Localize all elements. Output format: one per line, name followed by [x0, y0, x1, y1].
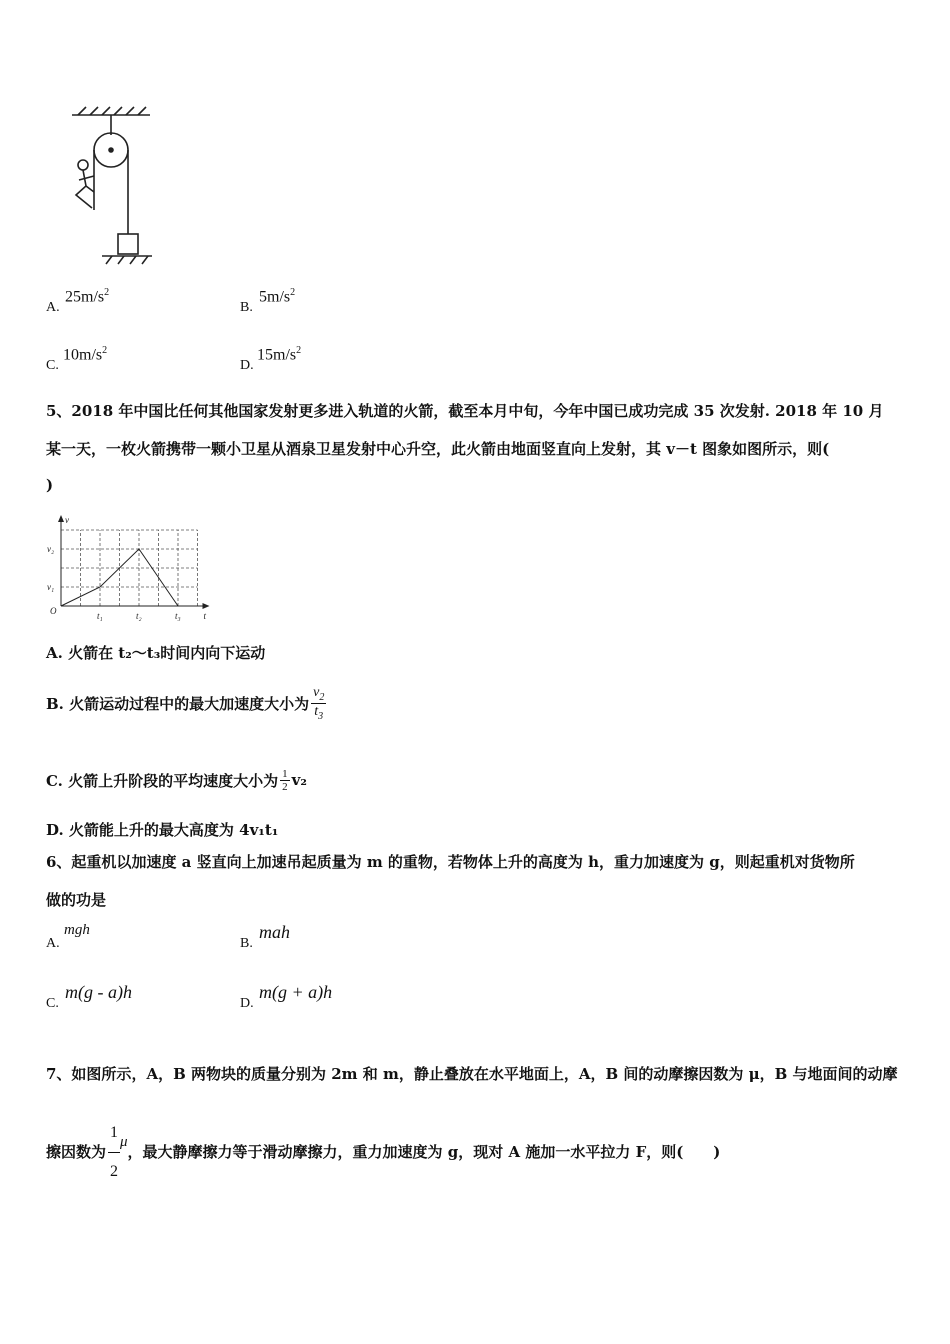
q5-line-3: ) [46, 476, 54, 494]
y-tick-label: v₂ [47, 544, 55, 554]
q5-option-b[interactable]: B. 火箭运动过程中的最大加速度大小为 $\frac{v_2}{t_3}$ [46, 684, 325, 722]
q4-d-value: 15m/s [257, 346, 297, 364]
x-tick-label: t₁ [97, 611, 103, 621]
origin-label: O [50, 606, 57, 616]
vt-chart [44, 505, 219, 627]
q5-line-1: 5、2018 年中国比任何其他国家发射更多进入轨道的火箭，截至本月中旬，今年中国已成功完成 35 次发射. 2018 年 10 月 [46, 402, 884, 420]
y-axis-label: v [65, 515, 69, 525]
q5-option-c[interactable]: C. 火箭上升阶段的平均速度大小为 $\frac{1}{2}$ v₂ [46, 767, 307, 793]
q5-option-d[interactable]: D. 火箭能上升的最大高度为 4v₁t₁ [46, 821, 279, 839]
vt-series-line [61, 549, 178, 606]
x-tick-label: t₃ [175, 611, 181, 621]
q5-b-fraction: $\frac{v_2}{t_3}$ [313, 684, 325, 722]
q5-c-fraction: $\frac{1}{2}$ [282, 767, 288, 793]
y-axis-arrow [58, 515, 64, 522]
q4-c-value: 10m/s [63, 346, 103, 364]
x-axis-arrow [203, 603, 210, 609]
q5-option-a[interactable]: A. 火箭在 t₂～t₃时间内向下运动 [46, 644, 266, 662]
q7-fraction: $\frac{1}{2}$ [108, 1114, 120, 1191]
x-tick-label: t₂ [136, 611, 142, 621]
q7-line-1: 7、如图所示，A，B 两物块的质量分别为 2m 和 m，静止叠放在水平地面上，A，B 间的动摩擦因数为 μ，B 与地面间的动摩 [46, 1065, 898, 1083]
q5-line-2: 某一天，一枚火箭携带一颗小卫星从酒泉卫星发射中心升空，此火箭由地面竖直向上发射，其 v－t 图象如图所示，则( [46, 440, 830, 458]
q4-a-value: 25m/s [65, 288, 105, 306]
q6-line-2: 做的功是 [46, 891, 107, 909]
q4-b-value: 5m/s [259, 288, 291, 306]
q7-line-2: 擦因数为 $\frac{1}{2}$ μ ，最大静摩擦力等于滑动摩擦力，重力加速度为 g，现对 A 施加一水平拉力 F，则( ) [46, 1124, 720, 1180]
q6-line-1: 6、起重机以加速度 a 竖直向上加速吊起质量为 m 的重物，若物体上升的高度为 h，重力加速度为 g，则起重机对货物所 [46, 853, 855, 871]
pulley-figure [60, 100, 170, 270]
x-axis-label: t [203, 611, 207, 621]
y-tick-label: v₁ [47, 582, 55, 592]
